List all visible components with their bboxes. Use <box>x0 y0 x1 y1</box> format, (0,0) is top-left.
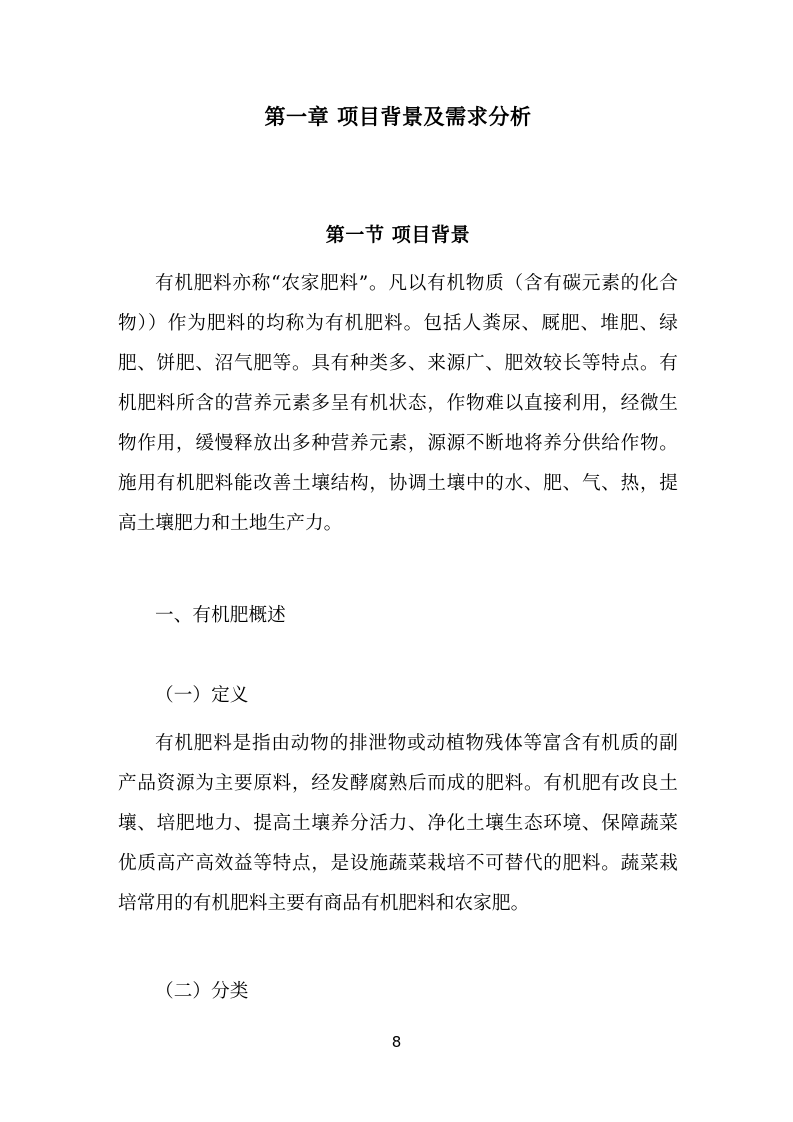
subheading-overview: 一、有机肥概述 <box>155 605 286 626</box>
section-title: 第一节 项目背景 <box>325 224 471 246</box>
paragraph-background-intro: 有机肥料亦称“农家肥料”。凡以有机物质（含有碳元素的化合物））作为肥料的均称为有机肥料。包括人粪尿、厩肥、堆肥、绿肥、饼肥、沼气肥等。具有种类多、来源广、肥效较长等特点。有机肥料所含的营养元素多呈有机状态，作物难以直接利用，经微生物作用，缓慢释放出多种营养元素，源源不断地将养分供给作物。施用有机肥料能改善土壤结构，协调土壤中的水、肥、气、热，提高土壤肥力和土地生产力。 <box>118 273 678 534</box>
chapter-title: 第一章 项目背景及需求分析 <box>264 104 532 129</box>
paragraph-definition-body: 有机肥料是指由动物的排泄物或动植物残体等富含有机质的副产品资源为主要原料，经发酵腐熟后而成的肥料。有机肥有改良土壤、培肥地力、提高土壤养分活力、净化土壤生态环境、保障蔬菜优质高产高效益等特点，是设施蔬菜栽培不可替代的肥料。蔬菜栽培常用的有机肥料主要有商品有机肥料和农家肥。 <box>118 733 678 914</box>
page-content <box>118 0 678 1012</box>
subheading-definition: （一）定义 <box>155 685 249 706</box>
page-number: 8 <box>391 1033 402 1051</box>
subheading-classification: （二）分类 <box>155 981 249 1002</box>
